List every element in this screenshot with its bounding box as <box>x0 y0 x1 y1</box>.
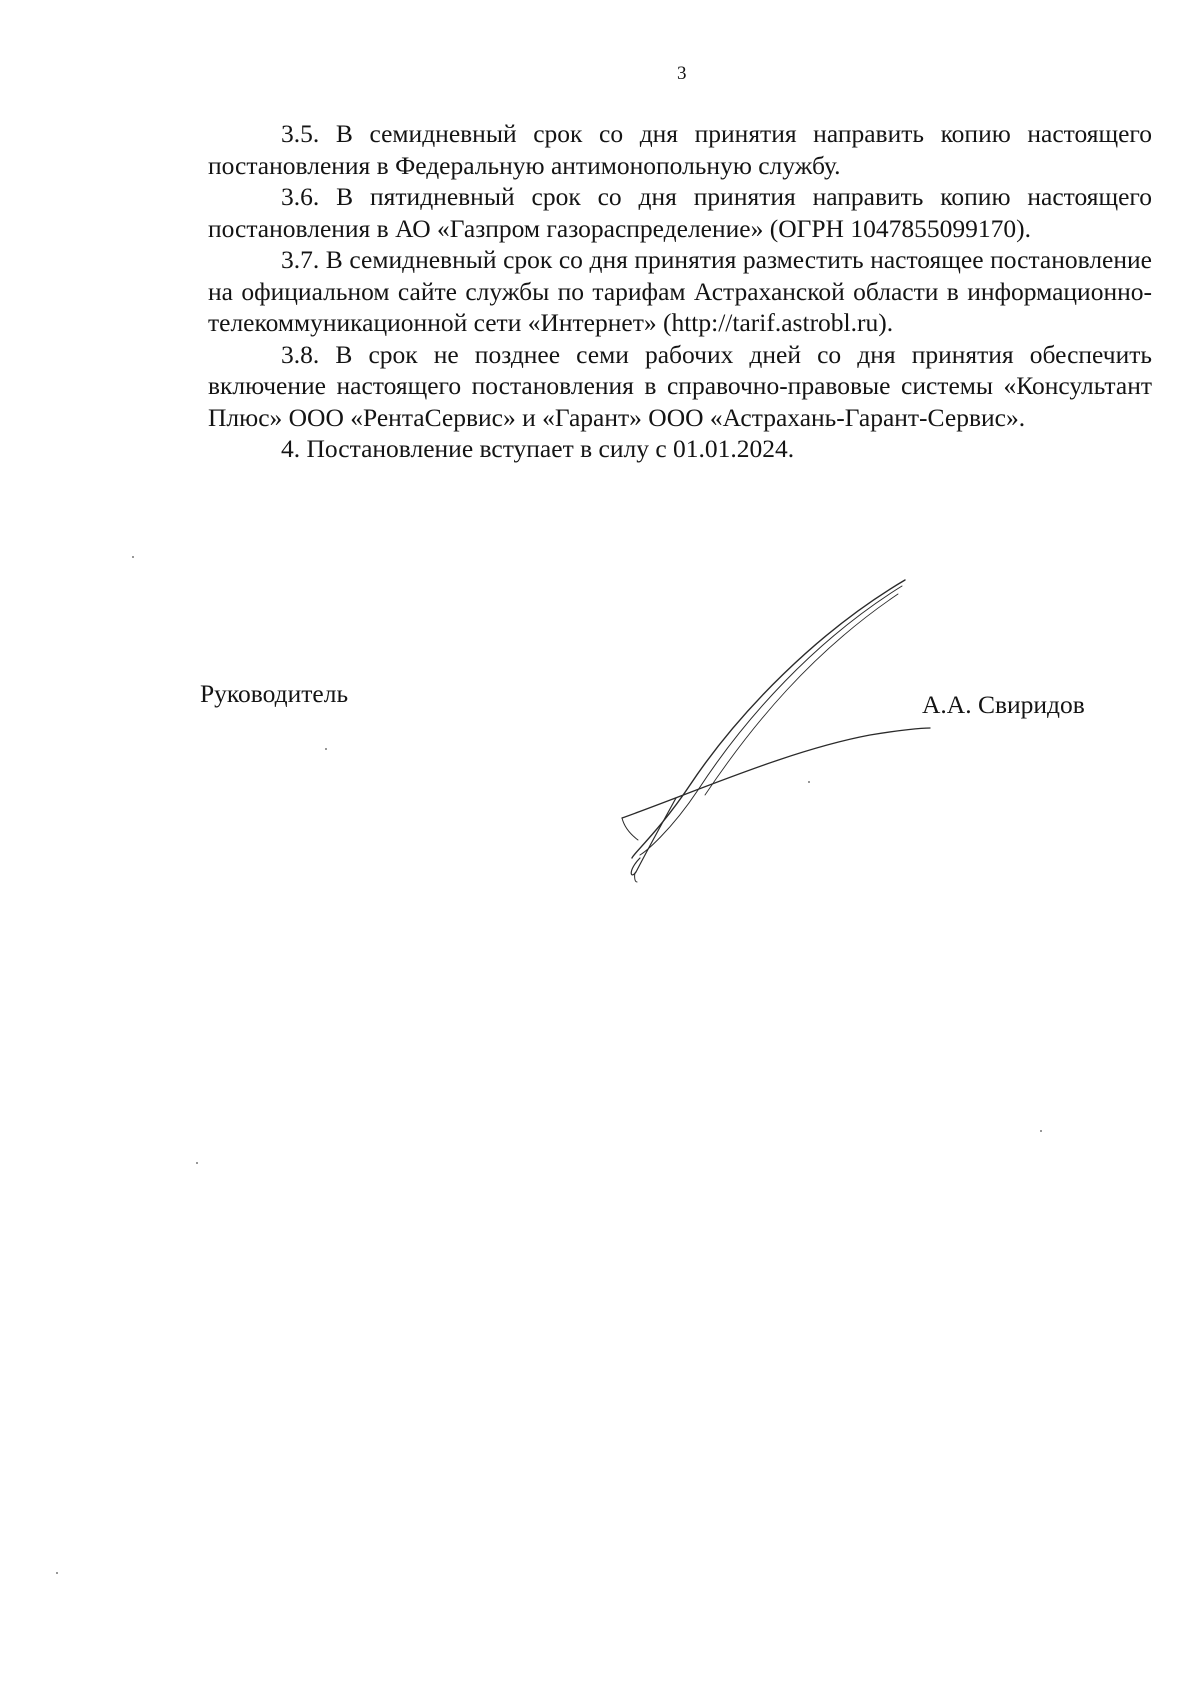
signature-stroke-tail <box>635 872 637 882</box>
scan-speck <box>808 781 810 783</box>
signature-stroke-main <box>632 580 905 858</box>
clause-3-6: 3.6. В пятидневный срок со дня принятия направить копию настоящего постановления в АО «Газпром газораспределение» (ОГРН 1047855099170). <box>208 182 1152 243</box>
scan-speck <box>132 556 134 558</box>
signature-stroke-parallel-1 <box>640 586 902 855</box>
signature-stroke-parallel-2 <box>705 594 898 795</box>
clause-3-5: 3.5. В семидневный срок со дня принятия направить копию настоящего постановления в Федеральную антимонопольную службу. <box>208 119 1152 180</box>
page-number: 3 <box>677 63 687 84</box>
signature-stroke-crossbar <box>622 728 930 818</box>
scan-speck <box>325 748 327 750</box>
scan-speck <box>196 1162 198 1164</box>
scan-speck <box>1040 1130 1042 1132</box>
clause-3-7: 3.7. В семидневный срок со дня принятия разместить настоящее постановление на официальном сайте службы по тарифам Астраханской области в информационно-телекоммуникационной сети «Интернет» (http://tarif.astrobl.ru). <box>208 245 1152 337</box>
clause-3-8: 3.8. В срок не позднее семи рабочих дней со дня принятия обеспечить включение настоящего постановления в справочно-правовые системы «Консультант Плюс» ООО «РентаСервис» и «Гарант» ООО «Астрахань-Гарант-Сервис». <box>208 339 1152 432</box>
clause-4: 4. Постановление вступает в силу с 01.01.2024. <box>281 434 795 463</box>
signature-stroke-loop <box>631 798 676 875</box>
signer-position: Руководитель <box>200 679 349 708</box>
signature-stroke-hook <box>622 818 638 840</box>
scan-speck <box>56 1572 58 1574</box>
signer-name: А.А. Свиридов <box>922 690 1085 719</box>
